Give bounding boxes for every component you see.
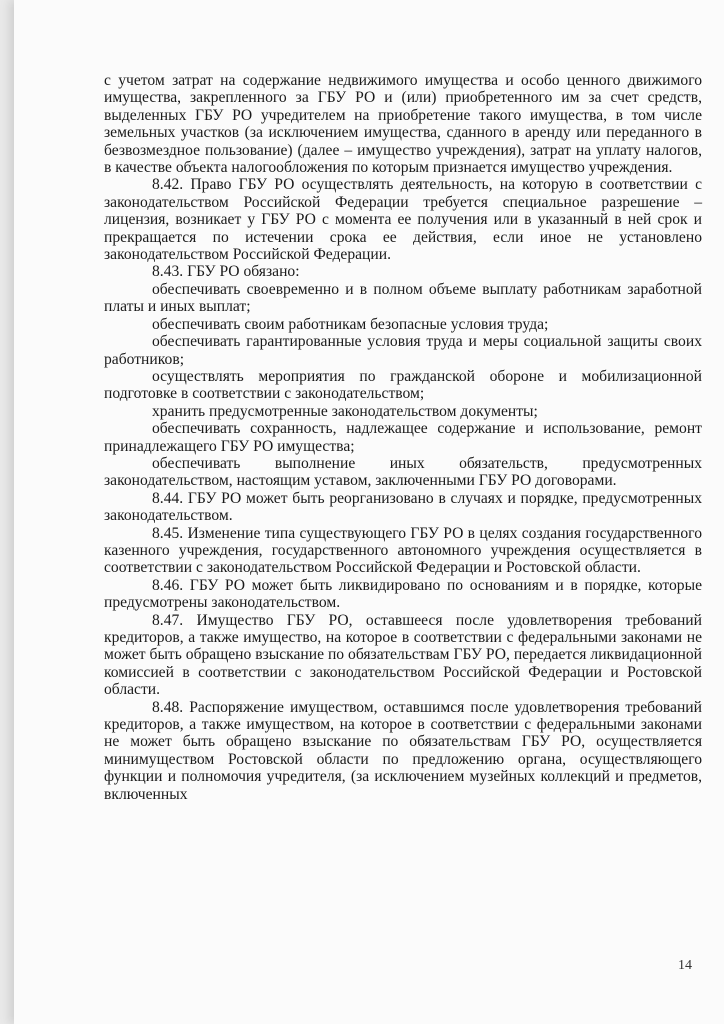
- paragraph-8-42: 8.42. Право ГБУ РО осуществлять деятельность, на которую в соответствии с законодательством Российской Федерации требуется специальное разрешение – лицензия, возникает у ГБУ РО с момента ее получения или в указанный в ней срок и прекращается по истечении срока ее действия, если иное не установлено законодательством Российской Федерации.: [104, 176, 702, 264]
- document-page: [14, 0, 724, 1024]
- list-item: хранить предусмотренные законодательством документы;: [152, 402, 538, 420]
- page-number: 14: [678, 958, 692, 973]
- paragraph-continuation: с учетом затрат на содержание недвижимого имущества и особо ценного движимого имущества, закрепленного за ГБУ РО и (или) приобретенного им за счет средств, выделенных ГБУ РО учредителем на приобретение такого имущества, в том числе земельных участков (за исключением имущества, сданного в аренду или переданного в безвозмездное пользование) (далее – имущество учреждения), затрат на уплату налогов, в качестве объекта налогообложения по которым признается имущество учреждения.: [104, 72, 702, 177]
- paragraph-8-43: 8.43. ГБУ РО обязано:: [152, 263, 300, 281]
- paragraph-8-46: 8.46. ГБУ РО может быть ликвидировано по основаниям и в порядке, которые предусмотрены законодательством.: [104, 576, 702, 612]
- paragraph-8-44: 8.44. ГБУ РО может быть реорганизовано в случаях и порядке, предусмотренных законодательством.: [104, 489, 702, 525]
- paragraph-8-48: 8.48. Распоряжение имуществом, оставшимся после удовлетворения требований кредиторов, а также имуществом, на которое в соответствии с федеральными законами не может быть обращено взыскание по обязательствам ГБУ РО, осуществляется минимуществом Ростовской области по предложению органа, осуществляющего функции и полномочия учредителя, (за исключением музейных коллекций и предметов, включенных: [104, 698, 702, 803]
- paragraph-8-47: 8.47. Имущество ГБУ РО, оставшееся после удовлетворения требований кредиторов, а также имущество, на которое в соответствии с федеральными законами не может быть обращено взыскание по обязательствам ГБУ РО, передается ликвидационной комиссией в соответствии с законодательством Российской Федерации и Ростовской области.: [104, 611, 702, 699]
- list-item: обеспечивать гарантированные условия труда и меры социальной защиты своих работников;: [104, 333, 702, 368]
- list-item: осуществлять мероприятия по гражданской обороне и мобилизационной подготовке в соответствии с законодательством;: [104, 367, 702, 403]
- document-body: [104, 72, 702, 803]
- paragraph-8-45: 8.45. Изменение типа существующего ГБУ РО в целях создания государственного казенного учреждения, государственного автономного учреждения осуществляется в соответствии с законодательством Российской Федерации и Ростовской области.: [104, 524, 702, 577]
- list-item: обеспечивать сохранность, надлежащее содержание и использование, ремонт принадлежащего ГБУ РО имущества;: [104, 420, 702, 455]
- list-item: обеспечивать своевременно и в полном объеме выплату работникам заработной платы и иных выплат;: [104, 280, 702, 316]
- list-item: обеспечивать своим работникам безопасные условия труда;: [152, 315, 549, 333]
- list-item: обеспечивать выполнение иных обязательств, предусмотренных законодательством, настоящим уставом, заключенными ГБУ РО договорами.: [104, 454, 702, 490]
